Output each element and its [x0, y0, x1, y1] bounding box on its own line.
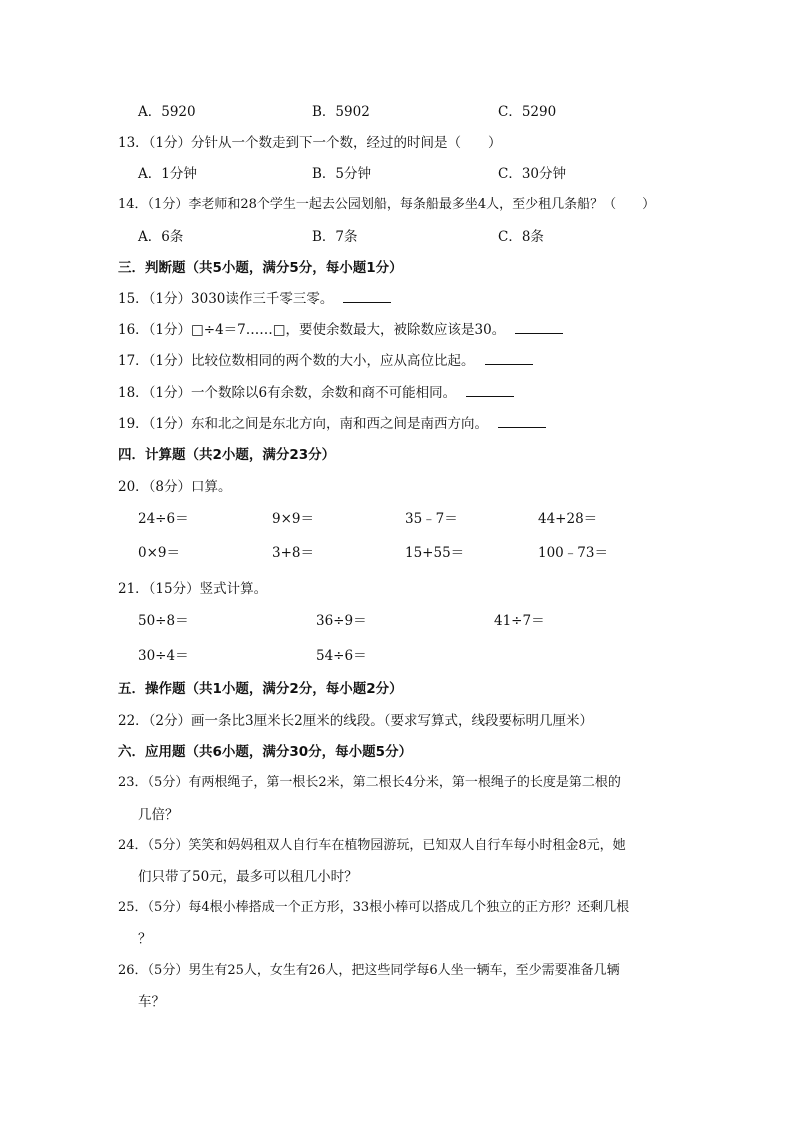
vertical-calc-item: 30÷4＝	[138, 648, 189, 664]
option-b: B．5分钟	[312, 166, 372, 182]
question-25-continuation: ？	[138, 931, 152, 947]
question-24: 24．（5分）笑笑和妈妈租双人自行车在植物园游玩，已知双人自行车每小时租金8元，她	[118, 838, 626, 853]
question-text: 19．（1分）东和北之间是东北方向，南和西之间是南西方向。	[118, 416, 489, 432]
option-c: C．5290	[498, 104, 557, 120]
question-text: 16．（1分）□÷4＝7……□，要使余数最大，被除数应该是30。	[118, 322, 506, 338]
answer-blank[interactable]	[498, 415, 546, 428]
option-b: B．5902	[312, 104, 370, 120]
question-21: 21．（15分）竖式计算。	[118, 581, 268, 597]
oral-calc-item: 15+55＝	[405, 545, 465, 561]
question-13: 13．（1分）分针从一个数走到下一个数，经过的时间是（ ）	[118, 135, 502, 151]
question-26-continuation: 车？	[138, 994, 165, 1010]
option-a: A．6条	[138, 229, 184, 245]
question-25: 25．（5分）每4根小棒搭成一个正方形，33根小棒可以搭成几个独立的正方形？还剩几根	[118, 900, 630, 915]
vertical-calc-item: 36÷9＝	[316, 613, 367, 629]
section-heading-calculation: 四．计算题（共2小题，满分23分）	[118, 447, 336, 463]
option-a: A．5920	[138, 104, 196, 120]
question-17	[118, 352, 533, 370]
vertical-calc-item: 41÷7＝	[494, 613, 545, 629]
section-heading-judgement: 三．判断题（共5小题，满分5分，每小题1分）	[118, 260, 403, 276]
section-heading-operation: 五．操作题（共1小题，满分2分，每小题2分）	[118, 681, 403, 697]
option-c: C．30分钟	[498, 166, 567, 182]
section-heading-application: 六．应用题（共6小题，满分30分，每小题5分）	[118, 744, 413, 760]
question-23-continuation: 几倍？	[138, 807, 179, 823]
question-text: 18．（1分）一个数除以6有余数，余数和商不可能相同。	[118, 385, 457, 401]
question-19	[118, 415, 546, 433]
oral-calc-item: 100﹣73＝	[538, 545, 608, 561]
question-26: 26．（5分）男生有25人，女生有26人，把这些同学每6人坐一辆车，至少需要准备几辆	[118, 963, 620, 978]
vertical-calc-item: 54÷6＝	[316, 648, 367, 664]
question-24-continuation: 们只带了50元，最多可以租几小时？	[138, 869, 358, 885]
question-23: 23．（5分）有两根绳子，第一根长2米，第二根长4分米，第一根绳子的长度是第二根的	[118, 775, 621, 790]
option-c: C．8条	[498, 229, 544, 245]
vertical-calc-item: 50÷8＝	[138, 613, 189, 629]
answer-blank[interactable]	[466, 384, 514, 397]
oral-calc-item: 0×9＝	[138, 545, 180, 561]
oral-calc-item: 3+8＝	[272, 545, 314, 561]
question-20: 20．（8分）口算。	[118, 479, 232, 495]
answer-blank[interactable]	[485, 352, 533, 365]
question-14: 14．（1分）李老师和28个学生一起去公园划船，每条船最多坐4人，至少租几条船？（ ）	[118, 197, 656, 212]
oral-calc-item: 35﹣7＝	[405, 511, 458, 527]
oral-calc-item: 44+28＝	[538, 511, 598, 527]
oral-calc-item: 9×9＝	[272, 511, 314, 527]
question-text: 15．（1分）3030读作三千零三零。	[118, 291, 334, 307]
option-b: B．7条	[312, 229, 358, 245]
question-18	[118, 384, 514, 402]
answer-blank[interactable]	[343, 290, 391, 303]
option-a: A．1分钟	[138, 166, 197, 182]
question-22: 22．（2分）画一条比3厘米长2厘米的线段。（要求写算式，线段要标明几厘米）	[118, 713, 593, 729]
question-15	[118, 290, 391, 308]
question-text: 17．（1分）比较位数相同的两个数的大小，应从高位比起。	[118, 353, 475, 369]
question-16	[118, 321, 563, 339]
oral-calc-item: 24÷6＝	[138, 511, 189, 527]
answer-blank[interactable]	[515, 321, 563, 334]
